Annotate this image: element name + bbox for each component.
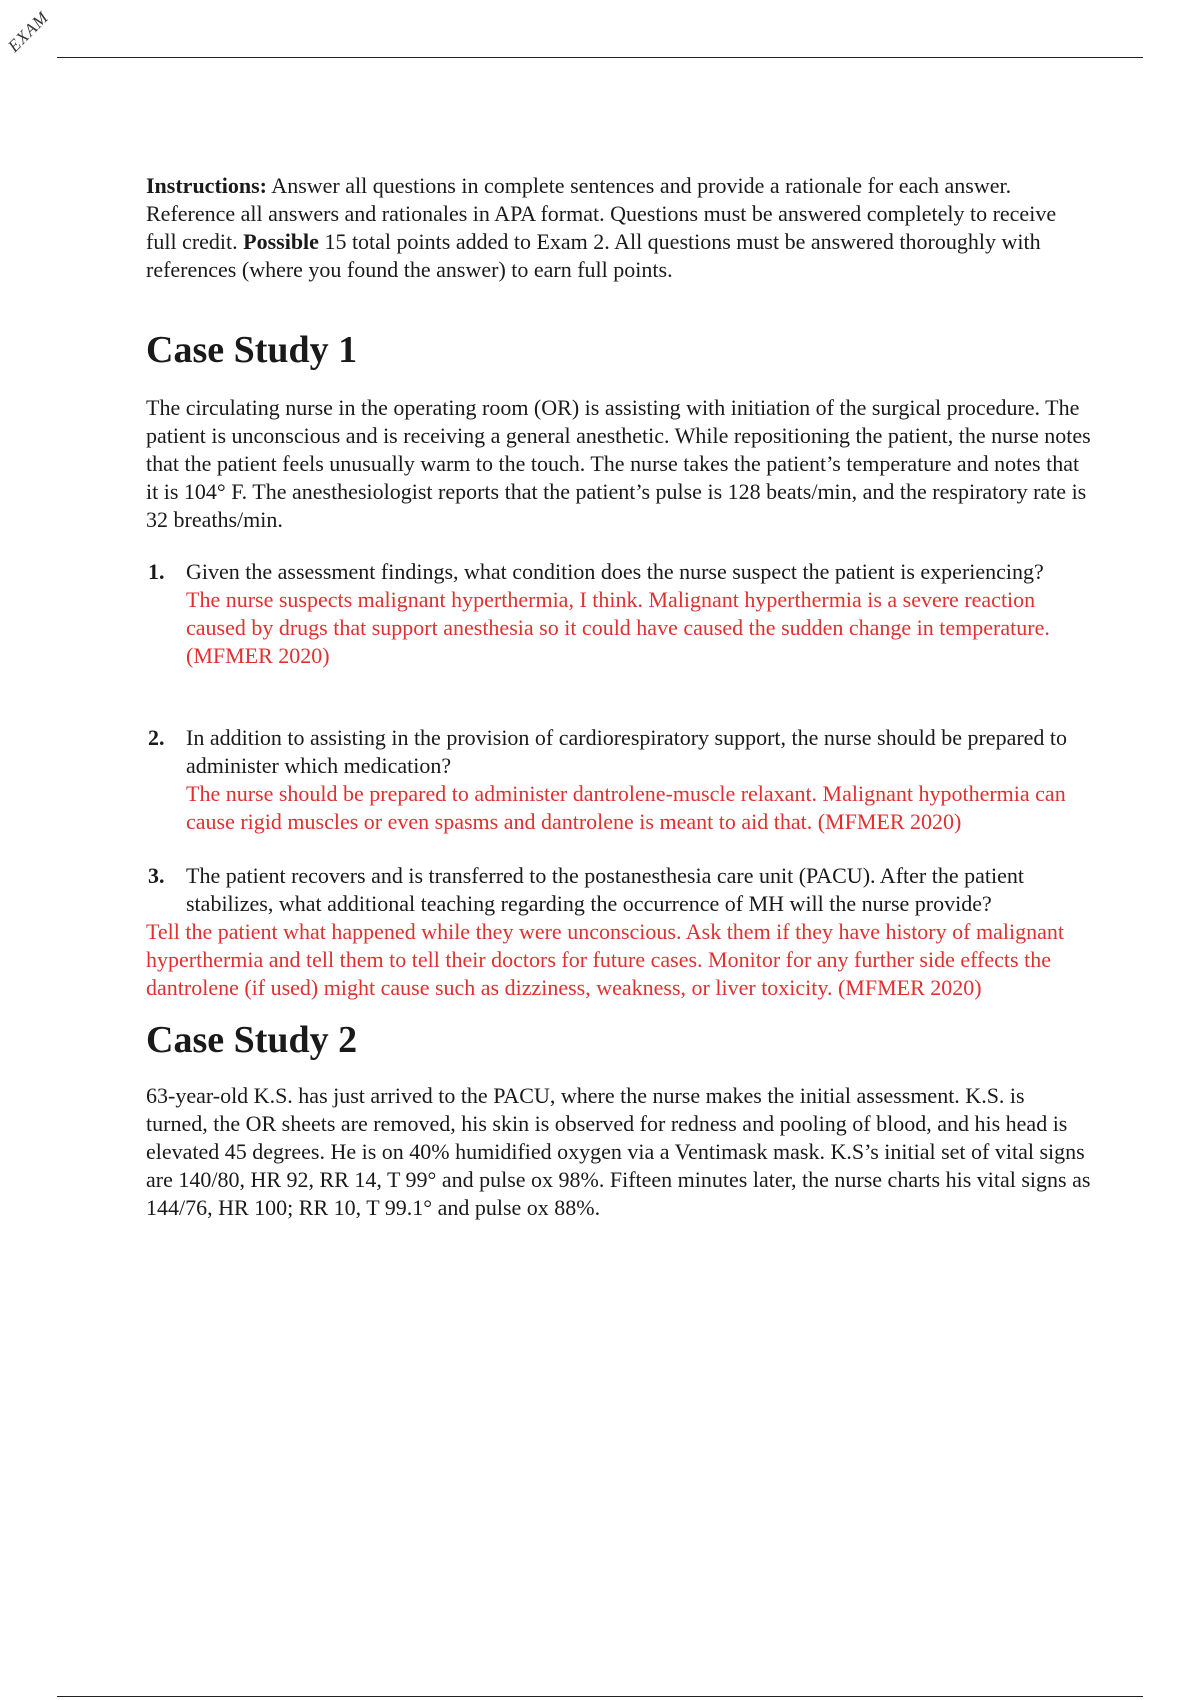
exam-stamp: EXAM [4, 7, 53, 56]
answer-text-3: Tell the patient what happened while they were unconscious. Ask them if they have history of malignant hyperthermia and tell them to tell their doctors for future cases. Monitor for any further side effects the dantrolene (if used) might cause such as dizziness, weakness, or liver toxicity. (MFMER 2020) [146, 919, 1064, 1000]
instructions-paragraph [146, 172, 1091, 284]
case-study-1-title: Case Study 1 [146, 329, 358, 371]
question-2 [146, 724, 1091, 836]
footer-rule [57, 1696, 1143, 1697]
answer-text: The nurse suspects malignant hyperthermia, I think. Malignant hyperthermia is a severe reaction caused by drugs that support anesthesia so it could have caused the sudden change in temperature. (MFMER 2020) [186, 587, 1050, 668]
question-number: 3. [148, 863, 165, 888]
document-body [146, 172, 1091, 1222]
question-text: The patient recovers and is transferred to the postanesthesia care unit (PACU). After the patient stabilizes, what additional teaching regarding the occurrence of MH will the nurse provide? [186, 863, 1024, 916]
question-number: 1. [148, 559, 165, 584]
case-study-2-title: Case Study 2 [146, 1019, 358, 1061]
question-text: In addition to assisting in the provision of cardiorespiratory support, the nurse should be prepared to administer which medication? [186, 725, 1068, 778]
instructions-possible: Possible [243, 229, 319, 254]
case-study-2-scenario: 63-year-old K.S. has just arrived to the PACU, where the nurse makes the initial assessment. K.S. is turned, the OR sheets are removed, his skin is observed for redness and pooling of blood, and his head is elevated 45 degrees. He is on 40% humidified oxygen via a Ventimask mask. K.S’s initial set of vital signs are 140/80, HR 92, RR 14, T 99° and pulse ox 98%. Fifteen minutes later, the nurse charts his vital signs as 144/76, HR 100; RR 10, T 99.1° and pulse ox 88%. [146, 1083, 1091, 1220]
answer-text: The nurse should be prepared to administer dantrolene-muscle relaxant. Malignant hypothermia can cause rigid muscles or even spasms and dantrolene is meant to aid that. (MFMER 2020) [186, 781, 1066, 834]
question-3 [146, 862, 1091, 918]
question-number: 2. [148, 725, 165, 750]
header-rule [57, 57, 1143, 58]
case-study-1-scenario: The circulating nurse in the operating room (OR) is assisting with initiation of the surgical procedure. The patient is unconscious and is receiving a general anesthetic. While repositioning the patient, the nurse notes that the patient feels unusually warm to the touch. The nurse takes the patient’s temperature and notes that it is 104° F. The anesthesiologist reports that the patient’s pulse is 128 beats/min, and the respiratory rate is 32 breaths/min. [146, 395, 1091, 532]
instructions-text-2: 15 total points added to Exam 2. All questions must be answered thoroughly with references (where you found the answer) to earn full points. [146, 229, 1041, 282]
instructions-label: Instructions: [146, 173, 268, 198]
question-text: Given the assessment findings, what condition does the nurse suspect the patient is experiencing? [186, 559, 1044, 584]
question-1 [146, 558, 1091, 670]
instructions-text: Answer all questions in complete sentences and provide a rationale for each answer. Reference all answers and rationales in APA format. Questions must be answered completely to receive full credit. [146, 173, 1057, 254]
